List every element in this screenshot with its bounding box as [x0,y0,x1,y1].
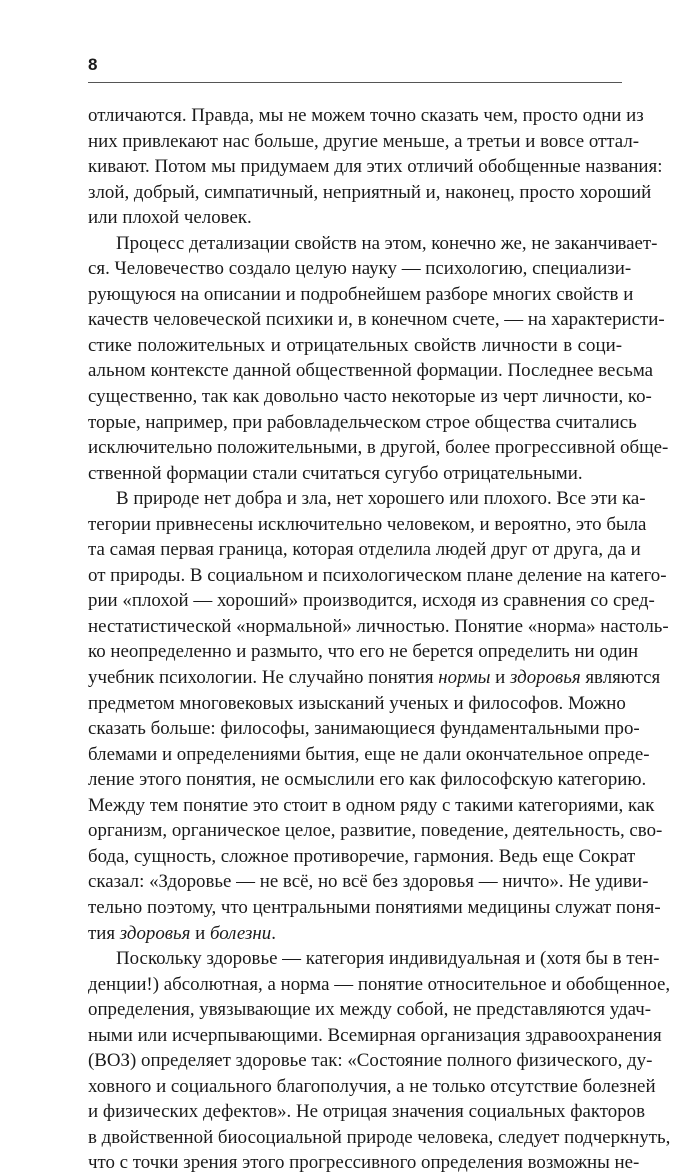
text-line: рии «плохой — хороший» производится, исходя из сравнения со сред- [88,590,655,612]
text-line: Процесс детализации свойств на этом, конечно же, не заканчивает- [116,232,658,254]
text-line: блемами и определениями бытия, еще не дали окончательное опреде- [88,743,650,765]
paragraph [88,946,671,1176]
text-line: учебник психологии. Не случайно понятия нормы и здоровья являются [88,667,661,689]
text-line: них привлекают нас больше, другие меньше, а третьи и вовсе оттал- [88,130,640,152]
text-line: альном контексте данной общественной формации. Последнее весьма [88,360,654,382]
text-line: ление этого понятия, не осмыслили его как философскую категорию. [88,769,647,791]
text-line: тельно поэтому, что центральными понятиями медицины служат поня- [88,896,661,918]
text-line: торые, например, при рабовладельческом строе общества считались [88,411,637,433]
text-line: Между тем понятие это стоит в одном ряду с такими категориями, как [88,794,655,816]
text-line: что с точки зрения этого прогрессивного определения возможны не- [88,1152,640,1174]
text-line: В природе нет добра и зла, нет хорошего или плохого. Все эти ка- [116,488,646,510]
text-line: бода, сущность, сложное противоречие, гармония. Ведь еще Сократ [88,845,636,867]
text-line: стике положительных и отрицательных свойств личности в соци- [88,334,622,356]
text-line: сказать больше: философы, занимающиеся фундаментальными про- [88,718,640,740]
text-line: от природы. В социальном и психологическом плане деление на катего- [88,564,667,586]
body-text [88,103,671,1176]
paragraph [88,231,669,486]
text-line: тия здоровья и болезни. [88,922,276,944]
text-line: сказал: «Здоровье — не всё, но всё без здоровья — ничто». Не удиви- [88,871,649,893]
text-line: предметом многовековых изысканий ученых и философов. Можно [88,692,626,714]
text-line: денции!) абсолютная, а норма — понятие относительное и обобщенное, [88,973,671,995]
text-line: качеств человеческой психики и, в конечном счете, — на характеристи- [88,309,665,331]
text-line: ными или исчерпывающими. Всемирная организация здравоохранения [88,1024,662,1046]
text-line: ко неопределенно и размыто, что его не берется определить ни один [88,641,639,663]
text-line: (ВОЗ) определяет здоровье так: «Состояние полного физического, ду- [88,1050,653,1072]
text-line: отличаются. Правда, мы не можем точно сказать чем, просто одни из [88,105,644,126]
text-line: кивают. Потом мы придумаем для этих отличий обобщенные названия: [88,156,663,178]
text-line: та самая первая граница, которая отделила людей друг от друга, да и [88,539,641,561]
text-line: тегории привнесены исключительно человеком, и вероятно, это была [88,513,647,535]
text-line: или плохой человек. [88,207,252,229]
text-line: нестатистической «нормальной» личностью. Понятие «норма» настоль- [88,615,669,637]
text-line: злой, добрый, симпатичный, неприятный и, наконец, просто хороший [88,181,652,203]
page-number: 8 [88,55,98,74]
text-line: Поскольку здоровье — категория индивидуальная и (хотя бы в тен- [116,948,660,970]
text-line: определения, увязывающие их между собой, не представляются удач- [88,999,652,1021]
text-line: ся. Человечество создало целую науку — психологию, специализи- [88,258,632,280]
text-line: существенно, так как довольно часто некоторые из черт личности, ко- [88,386,652,408]
header-rule [88,82,622,83]
text-line: организм, органическое целое, развитие, поведение, деятельность, сво- [88,820,663,842]
paragraph [88,103,663,231]
text-line: и физических дефектов». Не отрицая значения социальных факторов [88,1101,646,1123]
text-line: ховного и социального благополучия, а не только отсутствие болезней [88,1075,656,1097]
text-line: исключительно положительными, в другой, более прогрессивной обще- [88,437,669,459]
paragraph [88,486,669,946]
text-line: ственной формации стали считаться сугубо отрицательными. [88,462,583,484]
text-line: в двойственной биосоциальной природе человека, следует подчеркнуть, [88,1126,671,1148]
text-line: рующуюся на описании и подробнейшем разборе многих свойств и [88,283,634,305]
